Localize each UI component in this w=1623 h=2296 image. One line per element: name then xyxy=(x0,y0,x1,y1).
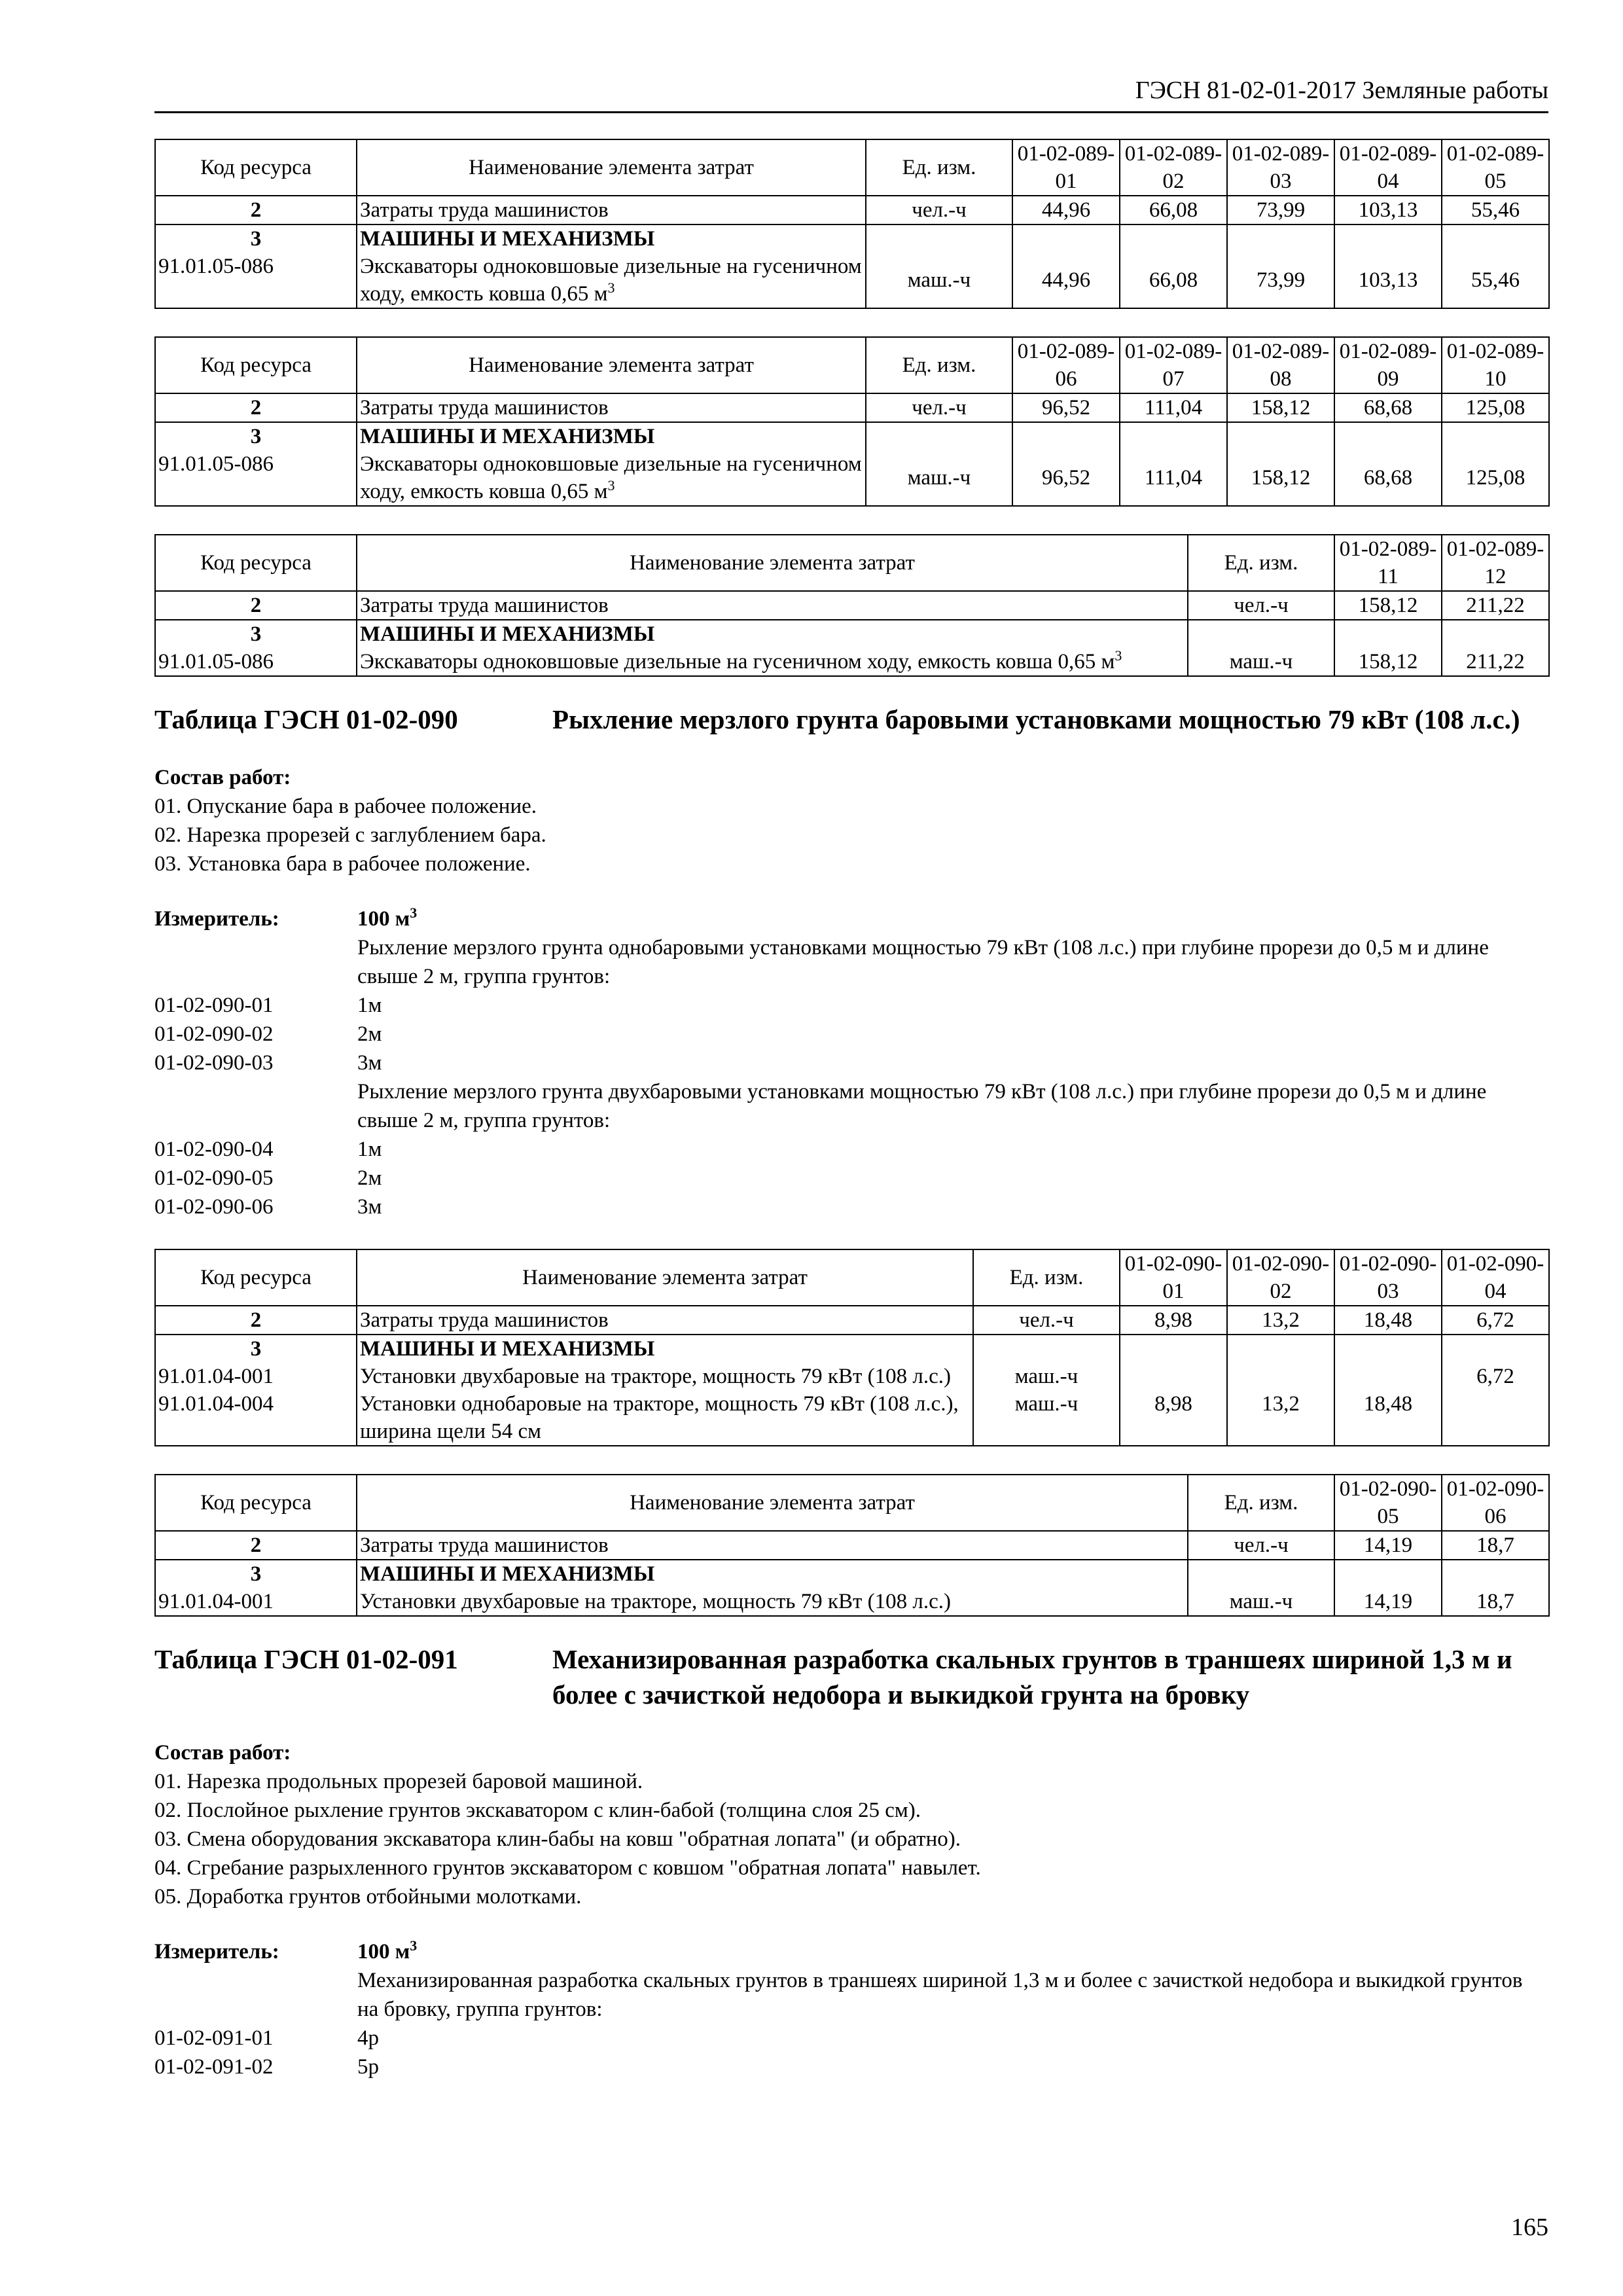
row-value: 111,04 xyxy=(1120,450,1227,506)
row-value: 111,04 xyxy=(1120,393,1227,422)
item-code: 01-02-091-01 xyxy=(154,2026,274,2050)
item-value: 3м xyxy=(357,1195,382,1219)
table-row xyxy=(155,1531,1549,1560)
row-unit: маш.-ч xyxy=(866,253,1012,308)
row-unit: маш.-ч xyxy=(866,450,1012,506)
item-code: 01-02-090-04 xyxy=(154,1138,274,1161)
row-code: 91.01.04-004 xyxy=(155,1390,357,1446)
measure-description: Рыхление мерзлого грунта однобаровыми установками мощностью 79 кВт (108 л.с.) при глубине прорези до 0,5 м и длине свыше 2 м, группа грунтов: xyxy=(357,936,1489,988)
row-name: Экскаваторы одноковшовые дизельные на гусеничном ходу, емкость ковша 0,65 $м^3$ xyxy=(357,450,866,506)
row-value: 55,46 xyxy=(1442,253,1549,308)
page-number: 165 xyxy=(1511,2214,1548,2241)
table-row xyxy=(155,196,1549,224)
row-code: 2 xyxy=(155,1306,357,1335)
resource-table-089-1 xyxy=(154,139,1550,309)
row-value: 18,48 xyxy=(1334,1390,1442,1446)
resource-table-090-1 xyxy=(154,1249,1550,1446)
row-value: 8,98 xyxy=(1120,1390,1227,1446)
measure-value: 100 $м^3$ xyxy=(357,1937,418,1964)
col-header-name: Наименование элемента затрат xyxy=(357,1475,1188,1531)
col-header-rate: 01-02-089-06 xyxy=(1012,337,1120,393)
row-value: 103,13 xyxy=(1334,253,1442,308)
item-code: 01-02-091-02 xyxy=(154,2055,274,2079)
work-item: 01. Опускание бара в рабочее положение. xyxy=(154,795,537,818)
row-value: 68,68 xyxy=(1334,393,1442,422)
col-header-rate: 01-02-089-01 xyxy=(1012,139,1120,196)
row-code: 2 xyxy=(155,1531,357,1560)
section-title-090 xyxy=(154,702,1548,737)
resource-table-089-3 xyxy=(154,534,1550,677)
table-row xyxy=(155,1363,1549,1390)
measure-description: Рыхление мерзлого грунта двухбаровыми установками мощностью 79 кВт (108 л.с.) при глубине прорези до 0,5 м и длине свыше 2 м, группа грунтов: xyxy=(357,1080,1487,1132)
row-name: МАШИНЫ И МЕХАНИЗМЫ xyxy=(357,422,866,450)
row-name: МАШИНЫ И МЕХАНИЗМЫ xyxy=(357,1335,973,1363)
row-value: 96,52 xyxy=(1012,450,1120,506)
table-row xyxy=(155,620,1549,648)
row-unit: маш.-ч xyxy=(1188,648,1334,676)
col-header-rate: 01-02-089-12 xyxy=(1442,535,1549,591)
col-header-unit: Ед. изм. xyxy=(866,337,1012,393)
measure-row xyxy=(154,905,1548,933)
list-item xyxy=(154,991,1548,1020)
table-header-row xyxy=(155,1249,1549,1306)
row-name: Затраты труда машинистов xyxy=(357,393,866,422)
table-header-row xyxy=(155,535,1549,591)
work-item: 03. Установка бара в рабочее положение. xyxy=(154,852,531,876)
col-header-unit: Ед. изм. xyxy=(1188,535,1334,591)
row-unit: чел.-ч xyxy=(1188,591,1334,620)
measure-value: 100 $м^3$ xyxy=(357,905,418,931)
table-row xyxy=(155,1588,1549,1616)
row-value: 158,12 xyxy=(1334,591,1442,620)
item-code: 01-02-090-03 xyxy=(154,1051,274,1075)
row-value: 14,19 xyxy=(1334,1588,1442,1616)
row-value: 158,12 xyxy=(1334,648,1442,676)
work-item: 05. Доработка грунтов отбойными молотками. xyxy=(154,1885,582,1909)
col-header-code: Код ресурса xyxy=(155,535,357,591)
table-row xyxy=(155,422,1549,450)
row-unit: маш.-ч xyxy=(973,1363,1120,1390)
row-value: 73,99 xyxy=(1227,253,1334,308)
row-value: 14,19 xyxy=(1334,1531,1442,1560)
document-header xyxy=(154,73,1548,113)
table-header-row xyxy=(155,1475,1549,1531)
row-unit: чел.-ч xyxy=(866,196,1012,224)
row-unit: чел.-ч xyxy=(1188,1531,1334,1560)
list-item xyxy=(154,2053,1548,2081)
row-name: Установки двухбаровые на тракторе, мощность 79 кВт (108 л.с.) xyxy=(357,1363,973,1390)
list-item xyxy=(154,1193,1548,1221)
table-row xyxy=(155,1390,1549,1446)
row-code: 91.01.05-086 xyxy=(155,253,357,308)
row-code: 3 xyxy=(155,224,357,253)
row-value: 18,48 xyxy=(1334,1306,1442,1335)
row-code: 91.01.05-086 xyxy=(155,450,357,506)
row-value: 66,08 xyxy=(1120,196,1227,224)
row-value xyxy=(1227,1363,1334,1390)
row-name: Затраты труда машинистов xyxy=(357,1306,973,1335)
row-name: Экскаваторы одноковшовые дизельные на гусеничном ходу, емкость ковша 0,65 $м^3$ xyxy=(357,648,1188,676)
list-item xyxy=(154,1049,1548,1077)
work-item: 02. Нарезка прорезей с заглублением бара. xyxy=(154,823,546,847)
list-item xyxy=(154,2024,1548,2053)
row-value: 44,96 xyxy=(1012,196,1120,224)
row-value: 125,08 xyxy=(1442,450,1549,506)
section-name: Рыхление мерзлого грунта баровыми установками мощностью 79 кВт (108 л.с.) xyxy=(552,704,1520,734)
page-content xyxy=(154,139,1548,2081)
row-name: МАШИНЫ И МЕХАНИЗМЫ xyxy=(357,620,1188,648)
row-code: 91.01.04-001 xyxy=(155,1363,357,1390)
list-item xyxy=(154,1164,1548,1193)
col-header-name: Наименование элемента затрат xyxy=(357,139,866,196)
row-name: Затраты труда машинистов xyxy=(357,1531,1188,1560)
row-code: 3 xyxy=(155,620,357,648)
row-name: Экскаваторы одноковшовые дизельные на гусеничном ходу, емкость ковша 0,65 $м^3$ xyxy=(357,253,866,308)
row-code: 2 xyxy=(155,393,357,422)
col-header-unit: Ед. изм. xyxy=(866,139,1012,196)
list-item xyxy=(154,1135,1548,1164)
row-code: 2 xyxy=(155,591,357,620)
col-header-rate: 01-02-089-03 xyxy=(1227,139,1334,196)
row-value: 125,08 xyxy=(1442,393,1549,422)
row-value: 44,96 xyxy=(1012,253,1120,308)
work-item: 02. Послойное рыхление грунтов экскаватором с клин-бабой (толщина слоя 25 см). xyxy=(154,1799,921,1822)
col-header-code: Код ресурса xyxy=(155,337,357,393)
row-name: Установки двухбаровые на тракторе, мощность 79 кВт (108 л.с.) xyxy=(357,1588,1188,1616)
item-code: 01-02-090-06 xyxy=(154,1195,274,1219)
table-row xyxy=(155,1335,1549,1363)
measure-row xyxy=(154,1937,1548,1966)
row-name: МАШИНЫ И МЕХАНИЗМЫ xyxy=(357,224,866,253)
row-value: 55,46 xyxy=(1442,196,1549,224)
row-value: 13,2 xyxy=(1227,1390,1334,1446)
row-name: Затраты труда машинистов xyxy=(357,196,866,224)
row-name: Затраты труда машинистов xyxy=(357,591,1188,620)
row-value: 158,12 xyxy=(1227,450,1334,506)
row-value: 6,72 xyxy=(1442,1363,1549,1390)
row-value: 73,99 xyxy=(1227,196,1334,224)
table-row xyxy=(155,253,1549,308)
row-code: 91.01.05-086 xyxy=(155,648,357,676)
row-value xyxy=(1334,1363,1442,1390)
col-header-code: Код ресурса xyxy=(155,139,357,196)
row-value: 103,13 xyxy=(1334,196,1442,224)
section-name: Механизированная разработка скальных грунтов в траншеях шириной 1,3 м и более с зачисткой недобора и выкидкой грунта на бровку xyxy=(552,1644,1512,1710)
table-row xyxy=(155,1306,1549,1335)
col-header-rate: 01-02-090-06 xyxy=(1442,1475,1549,1531)
col-header-code: Код ресурса xyxy=(155,1475,357,1531)
table-header-row xyxy=(155,139,1549,196)
row-unit: чел.-ч xyxy=(973,1306,1120,1335)
measure-label: Измеритель: xyxy=(154,1940,279,1964)
measure-label: Измеритель: xyxy=(154,907,279,931)
works-heading: Состав работ: xyxy=(154,766,291,789)
row-value xyxy=(1120,1363,1227,1390)
table-row xyxy=(155,393,1549,422)
item-value: 2м xyxy=(357,1022,382,1046)
row-unit: маш.-ч xyxy=(973,1390,1120,1446)
resource-table-090-2 xyxy=(154,1474,1550,1617)
work-item: 04. Сгребание разрыхленного грунтов экскаватором с ковшом "обратная лопата" навылет. xyxy=(154,1856,981,1880)
col-header-rate: 01-02-089-04 xyxy=(1334,139,1442,196)
list-item xyxy=(154,1020,1548,1049)
item-value: 1м xyxy=(357,994,382,1017)
row-name: Установки однобаровые на тракторе, мощность 79 кВт (108 л.с.), ширина щели 54 см xyxy=(357,1390,973,1446)
col-header-rate: 01-02-089-07 xyxy=(1120,337,1227,393)
section-code: Таблица ГЭСН 01-02-090 xyxy=(154,704,458,734)
row-value: 211,22 xyxy=(1442,591,1549,620)
measure-description: Механизированная разработка скальных грунтов в траншеях шириной 1,3 м и более с зачисткой недобора и выкидкой грунтов на бровку, группа грунтов: xyxy=(357,1969,1523,2021)
col-header-rate: 01-02-089-02 xyxy=(1120,139,1227,196)
col-header-rate: 01-02-090-01 xyxy=(1120,1249,1227,1306)
row-value: 8,98 xyxy=(1120,1306,1227,1335)
item-value: 5р xyxy=(357,2055,379,2079)
row-unit: маш.-ч xyxy=(1188,1588,1334,1616)
col-header-unit: Ед. изм. xyxy=(1188,1475,1334,1531)
section-code: Таблица ГЭСН 01-02-091 xyxy=(154,1644,458,1674)
col-header-rate: 01-02-090-04 xyxy=(1442,1249,1549,1306)
item-value: 2м xyxy=(357,1166,382,1190)
item-value: 1м xyxy=(357,1138,382,1161)
col-header-rate: 01-02-089-08 xyxy=(1227,337,1334,393)
document-title: ГЭСН 81-02-01-2017 Земляные работы xyxy=(1135,77,1548,104)
col-header-rate: 01-02-089-09 xyxy=(1334,337,1442,393)
col-header-rate: 01-02-090-05 xyxy=(1334,1475,1442,1531)
row-name: МАШИНЫ И МЕХАНИЗМЫ xyxy=(357,1560,1188,1588)
col-header-rate: 01-02-089-05 xyxy=(1442,139,1549,196)
col-header-rate: 01-02-089-10 xyxy=(1442,337,1549,393)
item-code: 01-02-090-05 xyxy=(154,1166,274,1190)
row-value: 96,52 xyxy=(1012,393,1120,422)
row-unit: чел.-ч xyxy=(866,393,1012,422)
table-row xyxy=(155,591,1549,620)
row-code: 91.01.04-001 xyxy=(155,1588,357,1616)
works-heading: Состав работ: xyxy=(154,1741,291,1765)
item-value: 4р xyxy=(357,2026,379,2050)
item-code: 01-02-090-01 xyxy=(154,994,274,1017)
work-item: 03. Смена оборудования экскаватора клин-бабы на ковш "обратная лопата" (и обратно). xyxy=(154,1827,961,1851)
row-code: 3 xyxy=(155,1560,357,1588)
table-row xyxy=(155,450,1549,506)
col-header-name: Наименование элемента затрат xyxy=(357,535,1188,591)
item-value: 3м xyxy=(357,1051,382,1075)
col-header-rate: 01-02-090-02 xyxy=(1227,1249,1334,1306)
col-header-code: Код ресурса xyxy=(155,1249,357,1306)
work-item: 01. Нарезка продольных прорезей баровой машиной. xyxy=(154,1770,643,1793)
table-row xyxy=(155,648,1549,676)
row-value: 18,7 xyxy=(1442,1588,1549,1616)
table-row xyxy=(155,1560,1549,1588)
resource-table-089-2 xyxy=(154,336,1550,507)
col-header-rate: 01-02-089-11 xyxy=(1334,535,1442,591)
col-header-name: Наименование элемента затрат xyxy=(357,337,866,393)
table-row xyxy=(155,224,1549,253)
section-title-091 xyxy=(154,1641,1548,1712)
col-header-name: Наименование элемента затрат xyxy=(357,1249,973,1306)
row-value: 6,72 xyxy=(1442,1306,1549,1335)
col-header-unit: Ед. изм. xyxy=(973,1249,1120,1306)
row-code: 2 xyxy=(155,196,357,224)
table-header-row xyxy=(155,337,1549,393)
row-code: 3 xyxy=(155,422,357,450)
row-value: 68,68 xyxy=(1334,450,1442,506)
row-value: 13,2 xyxy=(1227,1306,1334,1335)
row-value: 158,12 xyxy=(1227,393,1334,422)
col-header-rate: 01-02-090-03 xyxy=(1334,1249,1442,1306)
row-value xyxy=(1442,1390,1549,1446)
item-code: 01-02-090-02 xyxy=(154,1022,274,1046)
row-code: 3 xyxy=(155,1335,357,1363)
row-value: 211,22 xyxy=(1442,648,1549,676)
row-value: 18,7 xyxy=(1442,1531,1549,1560)
row-value: 66,08 xyxy=(1120,253,1227,308)
